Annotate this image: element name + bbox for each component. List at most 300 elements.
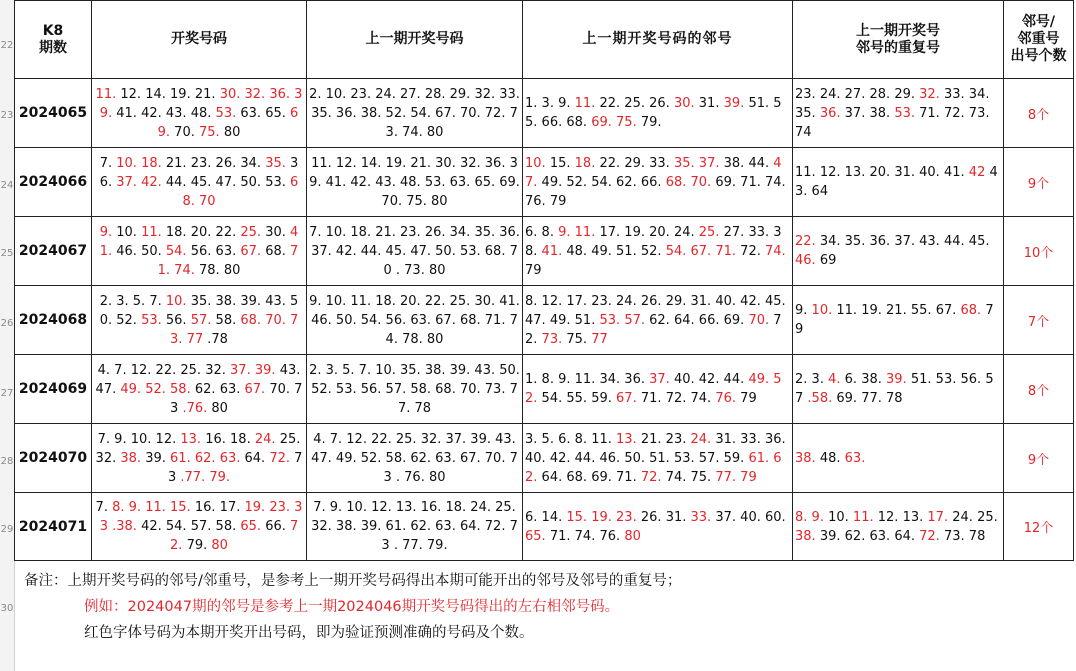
hit-number: 77: [591, 331, 608, 347]
number: 33.: [649, 155, 670, 171]
number: 42.: [141, 105, 162, 121]
number: 79: [525, 262, 542, 278]
issue-cell[interactable]: 2024065: [15, 79, 92, 148]
issue-cell[interactable]: 2024067: [15, 217, 92, 286]
number: 12.: [877, 509, 899, 525]
number: 3.: [811, 372, 824, 387]
number: 78: [968, 528, 986, 544]
number: 45.: [968, 234, 990, 249]
number: 38.: [525, 224, 782, 259]
hit-number: 69.: [157, 105, 299, 140]
row-number[interactable]: 26: [0, 318, 14, 329]
number: 29.: [665, 293, 687, 309]
number: 45.: [190, 174, 212, 190]
number: 29.: [624, 155, 645, 171]
table-row: [15, 424, 1074, 493]
hit-number: .58.: [807, 391, 833, 406]
number: 11.: [574, 372, 596, 387]
prev-draw-cell[interactable]: 2. 10. 23. 24. 27. 28. 29. 32. 33. 35. 36. 38. 52. 54. 67. 70. 72. 73. 74. 80: [307, 79, 523, 148]
number: 25.: [279, 431, 301, 447]
hit-number: 39.: [886, 372, 907, 387]
number: 34.: [968, 86, 990, 102]
notes: [24, 568, 681, 646]
number: 26.: [640, 509, 662, 525]
number: 8.: [525, 293, 538, 309]
number: 39.: [240, 293, 262, 309]
number: 78: [886, 391, 903, 406]
number: 21.: [886, 303, 907, 318]
hit-number: 11.: [574, 224, 596, 240]
hit-number: 11.: [574, 96, 596, 111]
draw-cell[interactable]: [92, 286, 307, 355]
number: 72.: [943, 105, 965, 121]
table-row: [15, 148, 1074, 217]
header-issue-line1: K8: [42, 22, 64, 39]
hit-number: 38.: [120, 450, 142, 466]
number: 2.: [795, 372, 808, 387]
number: 40.: [673, 372, 695, 387]
number: .78: [207, 331, 228, 347]
hit-number: 75.: [199, 124, 220, 140]
number: 71.: [616, 469, 637, 485]
hit-number: 53.: [599, 312, 621, 328]
neighbors-cell[interactable]: [523, 148, 793, 217]
number: 43.: [265, 293, 286, 309]
number: 52.: [116, 312, 137, 328]
number: 31.: [698, 96, 720, 111]
count-cell[interactable]: 8个: [1004, 79, 1074, 148]
number: 48.: [566, 243, 588, 259]
number: 71.: [549, 528, 571, 544]
hit-number: 61.: [748, 450, 770, 466]
repeat-cell[interactable]: [793, 79, 1004, 148]
number: 68.: [566, 469, 588, 485]
table-row: [15, 286, 1074, 355]
number: 7.: [114, 362, 127, 378]
number: 43.: [279, 362, 301, 378]
number: 47.: [525, 312, 546, 328]
number: 27.: [844, 86, 866, 102]
hit-number: 23.: [269, 500, 291, 515]
hit-number: 72.: [640, 469, 662, 485]
number: 13.: [844, 165, 866, 180]
draw-cell[interactable]: [92, 355, 307, 424]
hit-number: 30.: [219, 86, 241, 102]
number: 73.: [943, 528, 965, 544]
number: 24.: [673, 224, 695, 240]
number: 79.: [640, 115, 662, 130]
number: 53.: [935, 372, 957, 387]
number: 29.: [894, 86, 915, 102]
number: 40.: [740, 509, 761, 525]
number: 11.: [836, 303, 858, 318]
hit-number: 70.: [690, 174, 712, 190]
number: 79: [740, 391, 757, 406]
number: 11.: [795, 165, 816, 180]
number: 14.: [145, 86, 166, 102]
hit-number: 53.: [141, 312, 162, 328]
hit-number: 52.: [525, 372, 782, 406]
number: 34.: [599, 372, 621, 387]
number: 80: [223, 262, 241, 278]
number: 74.: [765, 174, 786, 190]
number: 62.: [616, 174, 637, 190]
hit-number: 37.: [698, 155, 720, 171]
number: 32.: [205, 362, 226, 378]
count-cell[interactable]: 7个: [1004, 286, 1074, 355]
header-count-line3: 出号个数: [1010, 48, 1067, 64]
number: 69.: [723, 312, 745, 328]
number: 16.: [194, 500, 216, 515]
number: 23.: [591, 293, 612, 309]
number: 31.: [715, 431, 737, 447]
number: 51.: [748, 96, 770, 111]
number: 34.: [819, 234, 841, 249]
row-number[interactable]: 30: [0, 603, 14, 614]
hit-number: 13.: [180, 431, 202, 447]
repeat-cell[interactable]: [793, 217, 1004, 286]
prev-draw-cell[interactable]: 11. 12. 14. 19. 21. 30. 32. 36. 39. 41. 42. 43. 48. 53. 63. 65. 69. 70. 75. 80: [307, 148, 523, 217]
number: 63.: [219, 381, 241, 397]
hit-number: 8.: [112, 500, 125, 515]
number: 68.: [265, 243, 286, 259]
number: 10.: [130, 431, 152, 447]
number: 47.: [95, 381, 117, 397]
row-number[interactable]: 25: [0, 248, 14, 259]
number: 19.: [861, 303, 882, 318]
table-row: [15, 217, 1074, 286]
number: 33.: [748, 224, 770, 240]
draw-cell[interactable]: [92, 148, 307, 217]
hit-number: 72.: [269, 450, 291, 466]
number: 26.: [640, 293, 662, 309]
number: 36.: [764, 431, 786, 447]
number: 24.: [952, 509, 973, 525]
hit-number: 54.: [165, 243, 187, 259]
number: 59.: [723, 450, 745, 466]
number: 44.: [943, 234, 965, 249]
number: 33.: [943, 86, 965, 102]
header-count-line1: 邻号/: [1021, 14, 1056, 30]
hit-number: 39.: [723, 96, 745, 111]
hit-number: 74.: [765, 243, 786, 259]
number: 36.: [99, 155, 299, 190]
hit-number: 72.: [919, 528, 940, 544]
draw-cell[interactable]: [92, 79, 307, 148]
neighbors-cell[interactable]: [523, 217, 793, 286]
number: 62.: [649, 312, 670, 328]
number: 49.: [541, 174, 563, 190]
number: 42.: [740, 293, 761, 309]
neighbors-cell[interactable]: [523, 355, 793, 424]
issue-cell[interactable]: 2024066: [15, 148, 92, 217]
number: 69: [819, 253, 837, 268]
number: 55.: [525, 96, 782, 130]
hit-number: 37.: [230, 362, 251, 378]
number: 39.: [145, 450, 166, 466]
count-cell[interactable]: 8个: [1004, 355, 1074, 424]
number: 39.: [819, 528, 841, 544]
number: 57.: [698, 450, 720, 466]
number: 23.: [190, 155, 212, 171]
number: 8.: [574, 431, 588, 447]
count-cell[interactable]: 12个: [1004, 493, 1074, 561]
number: 50.: [99, 293, 299, 328]
row-number[interactable]: 23: [0, 110, 14, 121]
prev-draw-cell[interactable]: 2. 3. 5. 7. 10. 35. 38. 39. 43. 50. 52. 53. 56. 57. 58. 68. 70. 73. 77. 78: [307, 355, 523, 424]
hit-number: 65.: [240, 519, 262, 534]
number: 3.: [116, 293, 129, 309]
hit-number: 72.: [170, 519, 299, 553]
hit-number: 37.: [649, 372, 670, 387]
repeat-cell[interactable]: [793, 493, 1004, 561]
number: 12.: [819, 165, 841, 180]
hit-number: 38.: [795, 450, 816, 466]
number: 38.: [861, 372, 882, 387]
number: 31.: [690, 293, 712, 309]
neighbors-cell[interactable]: [523, 493, 793, 561]
repeat-cell[interactable]: [793, 286, 1004, 355]
hit-number: 19.: [591, 509, 612, 525]
repeat-cell[interactable]: [793, 355, 1004, 424]
number: 51.: [649, 450, 670, 466]
issue-cell[interactable]: 2024070: [15, 424, 92, 493]
number: 28.: [869, 86, 891, 102]
number: 55.: [910, 303, 932, 318]
note-line-3: 红色字体号码为本期开奖开出号码，即为验证预测准确的号码及个数。: [84, 625, 534, 641]
number: 6.: [844, 372, 858, 387]
number: 78.: [199, 262, 220, 278]
number: 35.: [844, 234, 866, 249]
number: 57.: [190, 519, 212, 534]
hit-number: 62.: [525, 450, 782, 485]
issue-cell[interactable]: 2024071: [15, 493, 92, 561]
number: 14.: [541, 509, 563, 525]
hit-number: 11.: [852, 509, 874, 525]
number: 22.: [155, 362, 177, 378]
hit-number: 65.: [525, 528, 546, 544]
number: 37.: [844, 105, 866, 121]
number: 64.: [894, 528, 915, 544]
prev-draw-cell[interactable]: 7. 10. 18. 21. 23. 26. 34. 35. 36. 37. 42. 44. 45. 47. 50. 53. 68. 70 . 73. 80: [307, 217, 523, 286]
issue-cell[interactable]: 2024068: [15, 286, 92, 355]
number: 7.: [95, 500, 108, 515]
number: 46.: [599, 450, 621, 466]
issue-cell[interactable]: 2024069: [15, 355, 92, 424]
number: 56.: [960, 372, 982, 387]
number: 71.: [640, 391, 662, 406]
number: 53.: [265, 174, 286, 190]
number: 49.: [549, 312, 571, 328]
draw-cell[interactable]: [92, 493, 307, 561]
hit-number: 67.: [244, 381, 266, 397]
number: 46.: [116, 243, 137, 259]
hit-number: 80: [211, 538, 228, 553]
number: 8.: [541, 372, 554, 387]
hit-number: 11.: [145, 500, 166, 515]
number: 74.: [574, 528, 596, 544]
draw-cell[interactable]: [92, 424, 307, 493]
number: 42.: [549, 450, 571, 466]
number: 5.: [541, 431, 554, 447]
number: 54.: [591, 174, 612, 190]
number: 6.: [558, 431, 571, 447]
count-cell[interactable]: 9个: [1004, 424, 1074, 493]
hit-number: 68.: [665, 174, 687, 190]
number: 15.: [549, 155, 571, 171]
number: 51.: [616, 243, 637, 259]
row-number[interactable]: 24: [0, 180, 14, 191]
number: 22.: [599, 155, 621, 171]
number: 20.: [649, 224, 670, 240]
number: 52.: [566, 174, 588, 190]
hit-number: 4.: [828, 372, 841, 387]
prev-draw-cell[interactable]: 9. 10. 11. 18. 20. 22. 25. 30. 41. 46. 50. 54. 56. 63. 67. 68. 71. 74. 78. 80: [307, 286, 523, 355]
hit-number: 67.: [240, 243, 262, 259]
number: 12.: [120, 86, 142, 102]
hit-number: 49.: [748, 372, 770, 387]
number: 79: [549, 193, 567, 209]
hit-number: 33: [99, 500, 303, 534]
hit-number: 30.: [673, 96, 695, 111]
row-number[interactable]: 27: [0, 388, 14, 399]
number: 20.: [190, 224, 212, 240]
hit-number: 47.: [525, 155, 782, 190]
hit-number: 39.: [254, 362, 276, 378]
table-row: [15, 493, 1074, 561]
hit-number: 15.: [170, 500, 191, 515]
number: 42.: [141, 519, 162, 534]
hit-number: 73.: [170, 312, 299, 347]
number: 54.: [541, 391, 563, 406]
hit-number: 32.: [919, 86, 940, 102]
hit-number: 23.: [616, 509, 637, 525]
number: 79.: [186, 538, 208, 553]
prev-draw-cell[interactable]: 7. 9. 10. 12. 13. 16. 18. 24. 25. 32. 38. 39. 61. 62. 63. 64. 72. 73 . 77. 79.: [307, 493, 523, 561]
number: 35.: [795, 105, 816, 121]
row-number[interactable]: 28: [0, 456, 14, 467]
number: 66.: [698, 312, 720, 328]
number: 69.: [836, 391, 858, 406]
header-neighbors: 上一期开奖号码的邻号: [523, 1, 793, 79]
number: 9.: [795, 303, 808, 318]
row-number-gutter: [0, 0, 15, 671]
row-number[interactable]: 29: [0, 524, 14, 535]
header-count: [1004, 1, 1074, 79]
neighbors-cell[interactable]: [523, 424, 793, 493]
hit-number: 75.: [616, 115, 637, 130]
number: 62.: [194, 381, 216, 397]
prev-draw-cell[interactable]: 4. 7. 12. 22. 25. 32. 37. 39. 43. 47. 49. 52. 58. 62. 63. 67. 70. 73 . 76. 80: [307, 424, 523, 493]
header-row: [15, 1, 1074, 79]
number: 80: [211, 400, 228, 416]
hit-number: 57.: [624, 312, 645, 328]
number: 50.: [624, 450, 645, 466]
repeat-cell[interactable]: [793, 424, 1004, 493]
hit-number: 18.: [141, 155, 162, 171]
number: 40.: [919, 165, 940, 180]
number: 62.: [844, 528, 866, 544]
number: 57: [795, 372, 994, 406]
hit-number: 68.: [960, 303, 982, 318]
draw-cell[interactable]: [92, 217, 307, 286]
number: 12.: [155, 431, 177, 447]
hit-number: 67.: [616, 391, 637, 406]
table-row: [15, 79, 1074, 148]
number: 22.: [215, 224, 237, 240]
number: 31.: [894, 165, 915, 180]
number: 43.: [165, 105, 187, 121]
hit-number: 80: [624, 528, 641, 544]
number: 51.: [574, 312, 596, 328]
header-count-line2: 邻重号: [1017, 31, 1060, 47]
number: 64.: [244, 450, 266, 466]
hit-number: 9.: [99, 224, 113, 240]
hit-number: 62.: [194, 450, 216, 466]
number: 41.: [943, 165, 965, 180]
header-prev-draw: 上一期开奖号码: [307, 1, 523, 79]
number: 21.: [165, 155, 187, 171]
number: 11.: [591, 431, 612, 447]
hit-number: 37.: [116, 174, 137, 190]
number: 23.: [665, 431, 687, 447]
number: 48.: [190, 105, 212, 121]
number: 10.: [828, 509, 849, 525]
number: 38.: [723, 155, 745, 171]
number: 70.: [174, 124, 195, 140]
repeat-cell[interactable]: [793, 148, 1004, 217]
number: 4.: [97, 362, 111, 378]
number: 56.: [190, 243, 212, 259]
number: 18.: [230, 431, 251, 447]
hit-number: 9.: [128, 500, 142, 515]
spreadsheet-area: [14, 0, 1074, 561]
count-cell[interactable]: 9个: [1004, 148, 1074, 217]
number: 30.: [265, 224, 286, 240]
number: 69.: [715, 174, 737, 190]
hit-number: 9.: [811, 509, 824, 525]
neighbors-cell[interactable]: [523, 286, 793, 355]
number: 10.: [116, 224, 137, 240]
number: 24.: [819, 86, 841, 102]
count-cell[interactable]: 10个: [1004, 217, 1074, 286]
hit-number: 79: [740, 469, 757, 485]
row-number[interactable]: 22: [0, 40, 14, 51]
number: 43.: [919, 234, 940, 249]
hit-number: 79.: [209, 469, 231, 485]
hit-number: 70.: [265, 312, 286, 328]
number: 64.: [673, 312, 695, 328]
number: 63.: [240, 105, 262, 121]
number: 60.: [765, 509, 786, 525]
hit-number: 32.: [244, 86, 266, 102]
k8-neighbor-table: [14, 0, 1074, 561]
hit-number: 53.: [215, 105, 237, 121]
number: 49.: [591, 243, 612, 259]
number: 44.: [748, 155, 770, 171]
note-line-2: 例如：2024047期的邻号是参考上一期2024046期开奖号码得出的左右相邻号码。: [84, 599, 620, 615]
number: 44.: [574, 450, 596, 466]
number: 17.: [599, 224, 621, 240]
number: 69.: [591, 469, 612, 485]
number: 32.: [95, 450, 117, 466]
hit-number: 17.: [927, 509, 949, 525]
number: 9.: [558, 372, 571, 387]
neighbors-cell[interactable]: [523, 79, 793, 148]
number: 20.: [869, 165, 891, 180]
hit-number: 77: [186, 331, 204, 347]
number: 70.: [269, 381, 291, 397]
